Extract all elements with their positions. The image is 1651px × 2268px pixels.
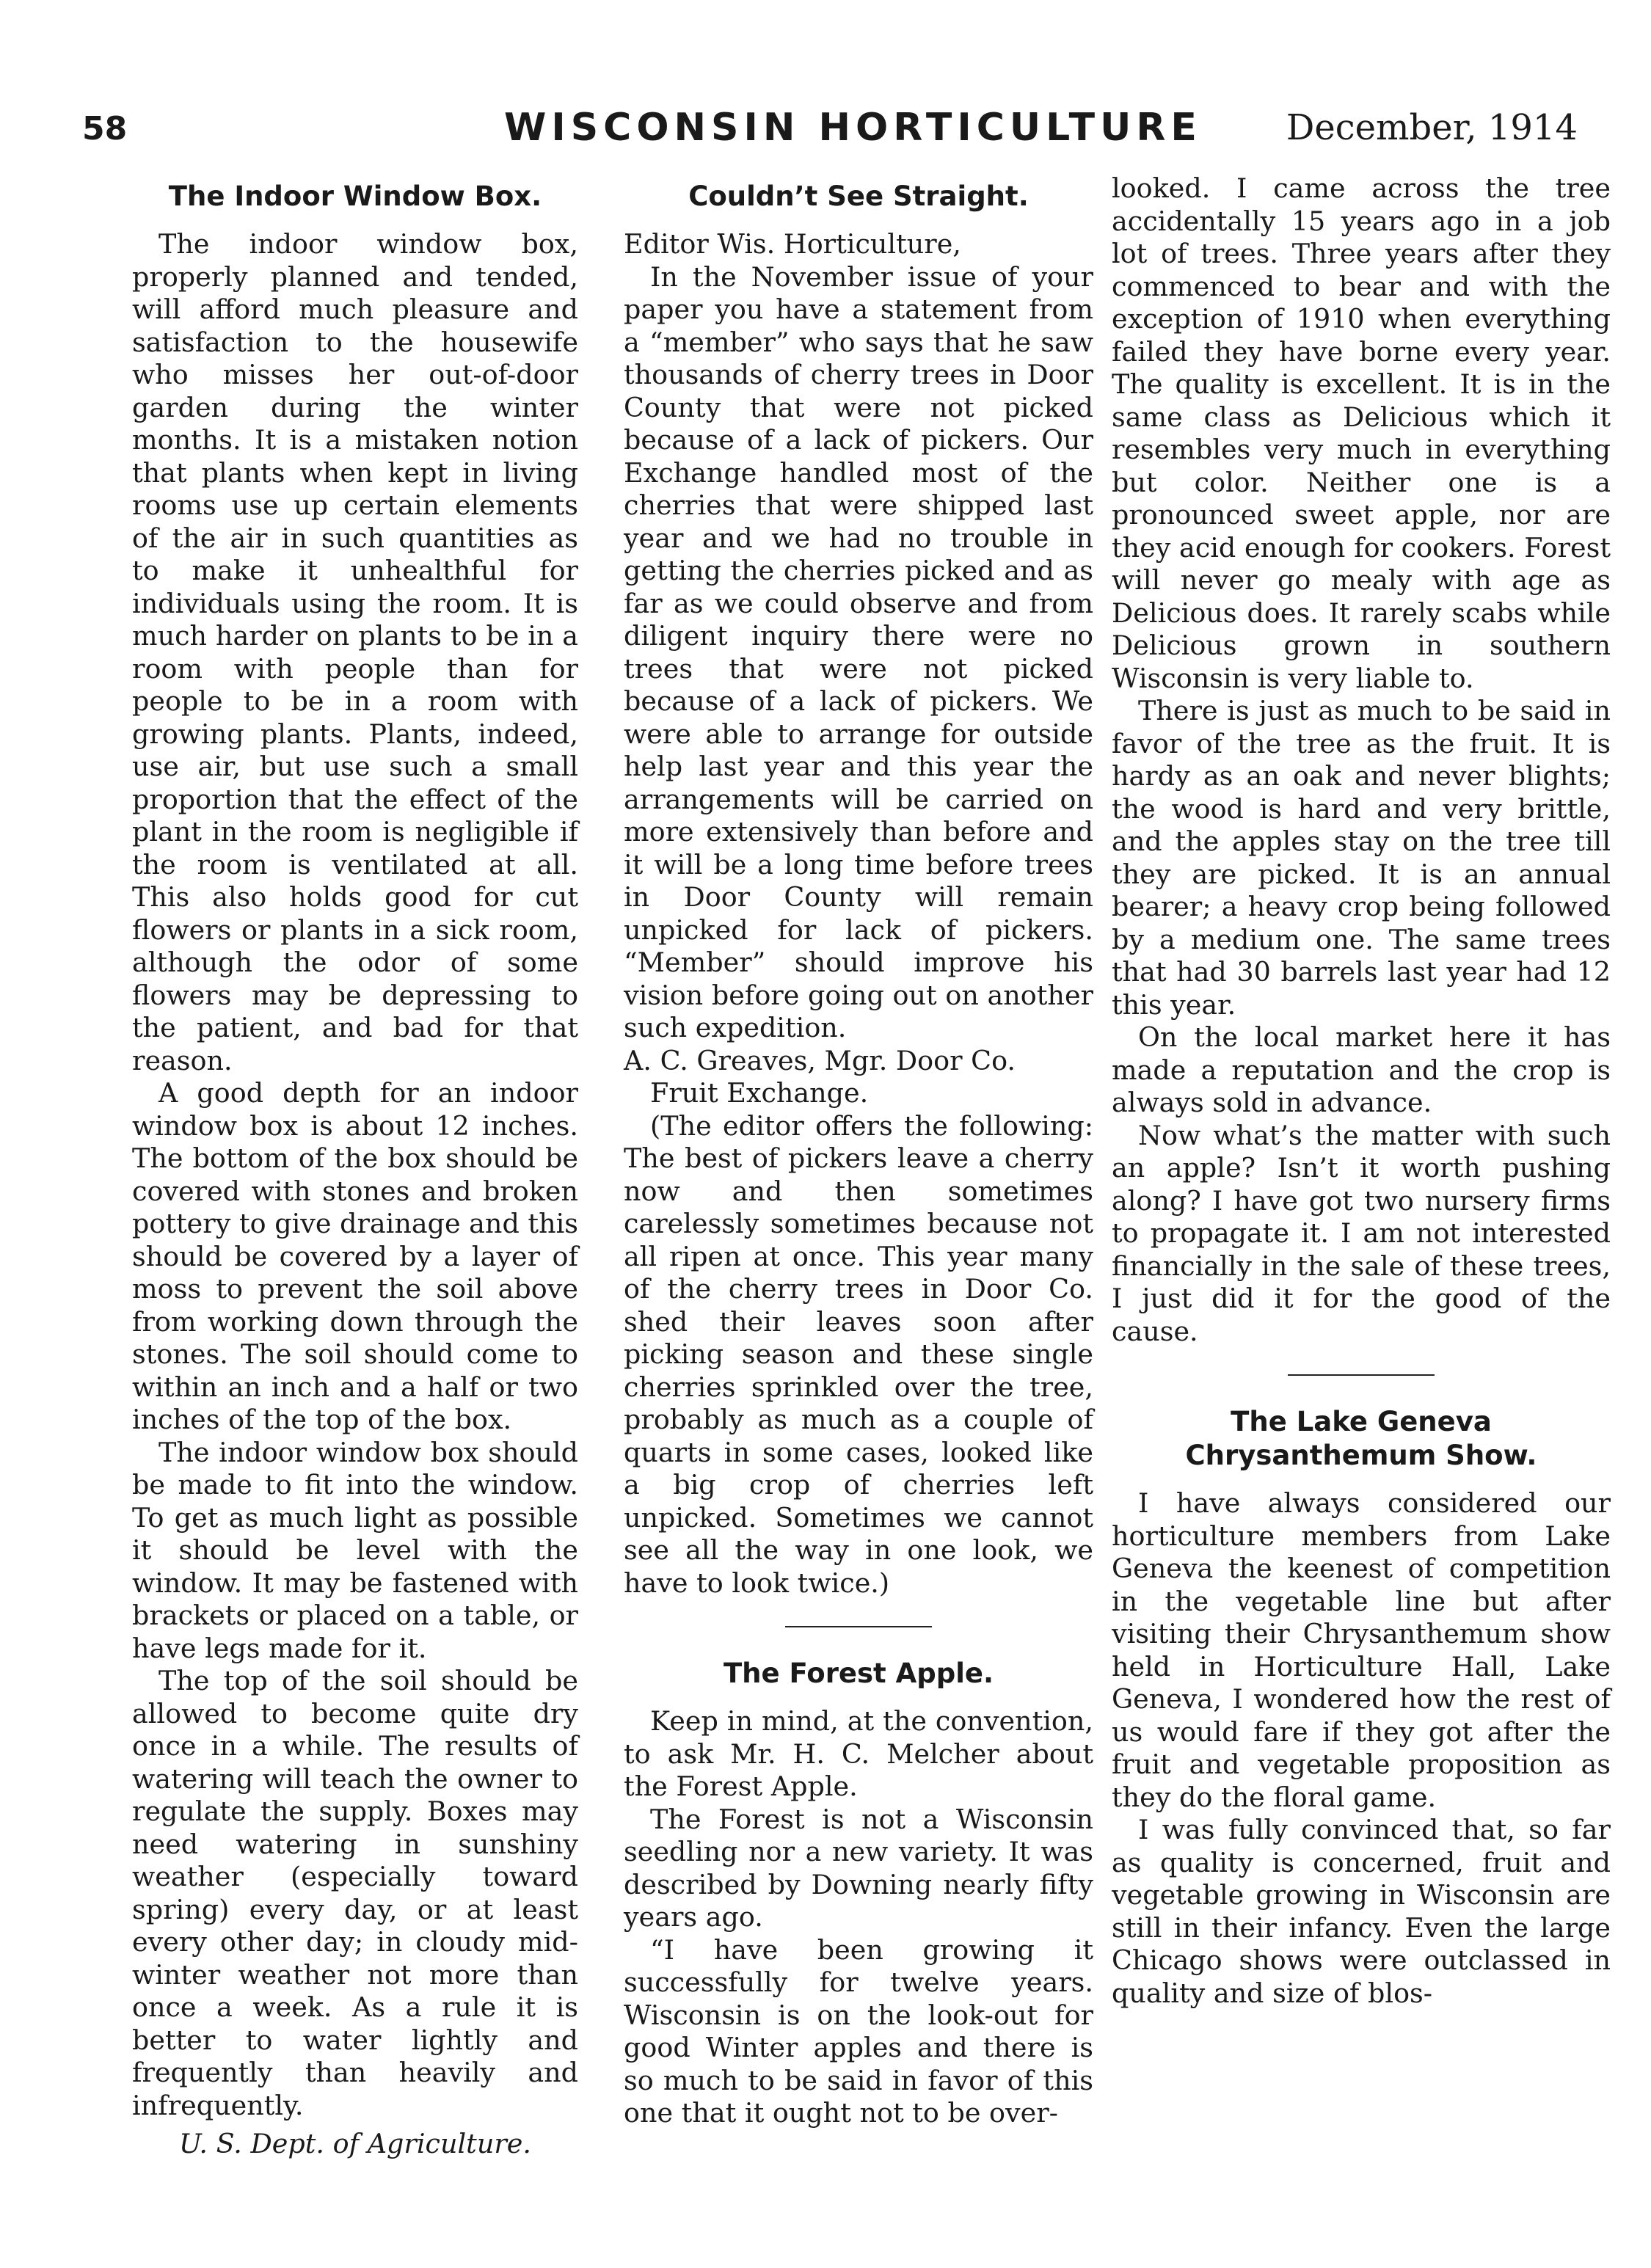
article-title-lake-geneva-show: The Lake Geneva Chrysanthemum Show. (1185, 1406, 1537, 1471)
article-paragraph: Now what’s the matter with such an apple? Isn’t it worth pushing along? I have got two nursery firms to propagate it. I am not interested financially in the sale of these trees, I just did it for the good of the cause. (1112, 1119, 1611, 1347)
column-1 (132, 172, 578, 2161)
column-3 (1112, 172, 1611, 2010)
article-paragraph: The Forest is not a Wisconsin seedling nor a new variety. It was described by Downing nearly fifty years ago. (624, 1803, 1093, 1933)
section-divider (1288, 1374, 1435, 1376)
section-divider (785, 1626, 932, 1627)
page-number: 58 (82, 110, 128, 147)
journal-title: WISCONSIN HORTICULTURE (504, 106, 1202, 150)
article-paragraph: There is just as much to be said in favor of the tree as the fruit. It is hardy as an oak and never blights; the wood is hard and very brittle, and the apples stay on the tree till they are picked. It is an annual bearer; a heavy crop being followed by a medium one. The same trees that had 30 barrels last year had 12 this year. (1112, 695, 1611, 1021)
column-2 (624, 172, 1093, 2130)
article-paragraph: “I have been growing it successfully for twelve years. Wisconsin is on the look-out for good Winter apples and there is so much to be said in favor of this one that it ought not to be over- (624, 1933, 1093, 2129)
article-paragraph: On the local market here it has made a reputation and the crop is always sold in advance. (1112, 1021, 1611, 1118)
article-title-couldnt-see-straight: Couldn’t See Straight. (688, 181, 1029, 212)
article-paragraph: I have always considered our horticulture members from Lake Geneva the keenest of competition in the vegetable line but after visiting their Chrysanthemum show held in Horticulture Hall, Lake Geneva, I wondered how the rest of us would fare if they got after the fruit and vegetable proposition as they do the floral game. (1112, 1487, 1611, 1813)
article-paragraph: In the November issue of your paper you have a statement from a “member” who says that he saw thousands of cherry trees in Door County that were not picked because of a lack of pickers. Our Exchange handled most of the cherries that were shipped last year and we had no trouble in getting the cherries picked and as far as we could observe and from diligent inquiry there were no trees that were not picked because of a lack of pickers. We were able to arrange for outside help last year and this year the arrangements will be carried on more extensively than before and it will be a long time before trees in Door County will remain unpicked for lack of pickers. “Member” should improve his vision before going out on another such expedition. (624, 260, 1093, 1043)
editor-note: (The editor offers the following: The best of pickers leave a cherry now and then sometimes carelessly sometimes because not all ripen at once. This year many of the cherry trees in Door Co. shed their leaves soon after picking season and these single cherries sprinkled over the tree, probably as much as a couple of quarts in some cases, looked like a big crop of cherries left unpicked. Sometimes we cannot see all the way in one look, we have to look twice.) (624, 1109, 1093, 1599)
letter-signature-name: A. C. Greaves, Mgr. Door Co. (624, 1044, 1016, 1076)
article-paragraph: I was fully convinced that, so far as quality is concerned, fruit and vegetable growing in Wisconsin are still in their infancy. Even the large Chicago shows were outclassed in quality and size of blos- (1112, 1814, 1611, 2009)
article-title-forest-apple: The Forest Apple. (723, 1658, 994, 1689)
article-title-indoor-window-box: The Indoor Window Box. (168, 181, 542, 212)
issue-date: December, 1914 (1286, 107, 1578, 148)
article-paragraph: The indoor window box should be made to fit into the window. To get as much light as possible it should be level with the window. It may be fastened with brackets or placed on a table, or have legs made for it. (132, 1436, 578, 1664)
page-header (82, 106, 1578, 161)
article-paragraph: A good depth for an indoor window box is about 12 inches. The bottom of the box should be covered with stones and broken pottery to give drainage and this should be covered by a layer of moss to prevent the soil above from working down through the stones. The soil should come to within an inch and a half or two inches of the top of the box. (132, 1077, 578, 1435)
article-signature: U. S. Dept. of Agriculture. (178, 2128, 531, 2159)
article-paragraph: looked. I came across the tree accidentally 15 years ago in a job lot of trees. Three years after they commenced to bear and with the exception of 1910 when everything failed they have borne every year. The quality is excellent. It is in the same class as Delicious which it resembles very much in everything but color. Neither one is a pronounced sweet apple, nor are they acid enough for cookers. Forest will never go mealy with age as Delicious does. It rarely scabs while Delicious grown in southern Wisconsin is very liable to. (1112, 172, 1611, 694)
letter-signature-org: Fruit Exchange. (650, 1077, 869, 1109)
letter-salutation: Editor Wis. Horticulture, (624, 228, 961, 260)
article-paragraph: The top of the soil should be allowed to become quite dry once in a while. The results of watering will teach the owner to regulate the supply. Boxes may need watering in sunshiny weather (especially toward spring) every day, or at least every other day; in cloudy mid-winter weather not more than once a week. As a rule it is better to water lightly and frequently than heavily and infrequently. (132, 1665, 578, 2121)
article-paragraph: The indoor window box, properly planned and tended, will afford much pleasure and satisfaction to the housewife who misses her out-of-door garden during the winter months. It is a mistaken notion that plants when kept in living rooms use up certain elements of the air in such quantities as to make it unhealthful for individuals using the room. It is much harder on plants to be in a room with people than for people to be in a room with growing plants. Plants, indeed, use air, but use such a small proportion that the effect of the plant in the room is negligible if the room is ventilated at all. This also holds good for cut flowers or plants in a sick room, although the odor of some flowers may be depressing to the patient, and bad for that reason. (132, 228, 578, 1076)
article-paragraph: Keep in mind, at the convention, to ask Mr. H. C. Melcher about the Forest Apple. (624, 1705, 1093, 1802)
